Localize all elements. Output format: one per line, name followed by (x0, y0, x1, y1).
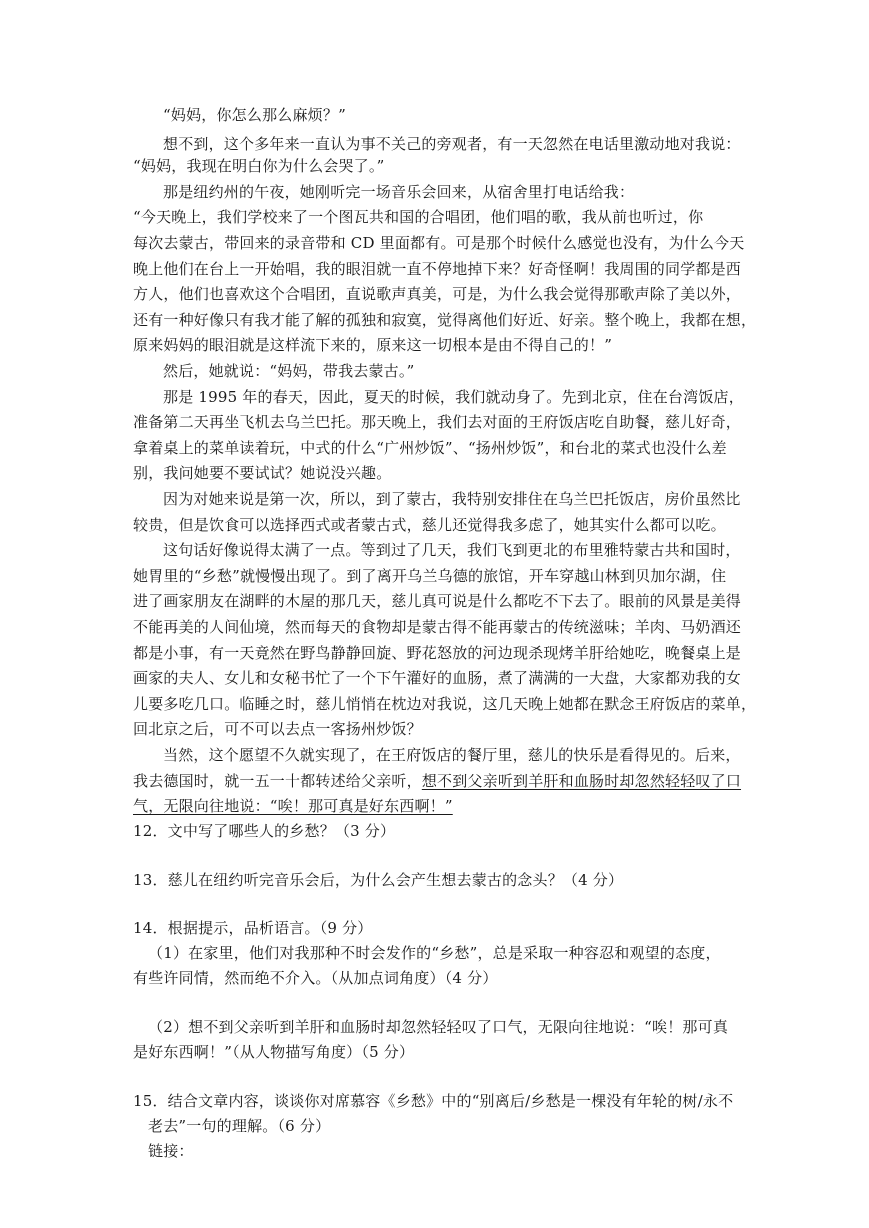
question-14-part-1: （1）在家里，他们对我那种不时会发作的“乡愁”，总是采取一种容忍和观望的态度， (148, 944, 721, 962)
passage-line: 那是 1995 年的春天，因此，夏天的时候，我们就动身了。先到北京，住在台湾饭店， (163, 388, 744, 406)
passage-line: 回北京之后，可不可以去点一客扬州炒饭？ (133, 720, 422, 738)
passage-line: 准备第二天再坐飞机去乌兰巴托。那天晚上，我们去对面的王府饭店吃自助餐，慈儿好奇， (133, 413, 742, 431)
question-14-part-2-cont: 是好东西啊！”（从人物描写角度）（5 分） (133, 1043, 415, 1061)
passage-text: 我去德国时，就一五一十都转述给父亲听， (133, 772, 422, 790)
passage-line: “今天晚上，我们学校来了一个图瓦共和国的合唱团，他们唱的歌，我从前也听过，你 (133, 208, 704, 226)
question-14: 14．根据提示，品析语言。（9 分） (133, 919, 373, 937)
passage-line: 画家的夫人、女儿和女秘书忙了一个下午灌好的血肠，煮了满满的一大盘，大家都劝我的女 (133, 669, 742, 687)
passage-line: 进了画家朋友在湖畔的木屋的那几天，慈儿真可说是什么都吃不下去了。眼前的风景是美得 (133, 592, 742, 610)
passage-line: 她胃里的“乡愁”就慢慢出现了。到了离开乌兰乌德的旅馆，开车穿越山林到贝加尔湖，住 (133, 567, 727, 585)
passage-line: 原来妈妈的眼泪就是这样流下来的，原来这一切根本是由不得自己的！” (133, 336, 613, 354)
passage-line: 方人，他们也喜欢这个合唱团，直说歌声真美，可是，为什么我会觉得那歌声除了美以外， (133, 285, 742, 303)
question-14-part-2: （2）想不到父亲听到羊肝和血肠时却忽然轻轻叹了口气，无限向往地说：“唉！那可真 (148, 1018, 729, 1036)
question-13: 13．慈儿在纽约听完音乐会后，为什么会产生想去蒙古的念头？（4 分） (133, 871, 624, 889)
passage-line: 每次去蒙古，带回来的录音带和 CD 里面都有。可是那个时候什么感觉也没有，为什么今天 (133, 234, 745, 252)
underlined-sentence: 气，无限向往地说：“唉！那可真是好东西啊！” (133, 797, 453, 815)
passage-line: 想不到，这个多年来一直认为事不关己的旁观者，有一天忽然在电话里激动地对我说： (163, 135, 741, 153)
passage-line: 这句话好像说得太满了一点。等到过了几天，我们飞到更北的布里雅特蒙古共和国时， (163, 541, 741, 559)
passage-line: 因为对她来说是第一次，所以，到了蒙古，我特别安排住在乌兰巴托饭店，房价虽然比 (163, 490, 741, 508)
link-label: 链接： (148, 1142, 194, 1160)
passage-line: 都是小事，有一天竟然在野鸟静静回旋、野花怒放的河边现杀现烤羊肝给她吃，晚餐桌上是 (133, 644, 742, 662)
passage-line: 当然，这个愿望不久就实现了，在王府饭店的餐厅里，慈儿的快乐是看得见的。后来， (163, 746, 741, 764)
passage-line: 儿要多吃几口。临睡之时，慈儿悄悄在枕边对我说，这几天晚上她都在默念王府饭店的菜单， (133, 695, 757, 713)
passage-line: “妈妈，我现在明白你为什么会哭了。” (133, 157, 385, 175)
passage-line: “妈妈，你怎么那么麻烦？” (163, 106, 346, 124)
passage-line: 别，我问她要不要试试？她说没兴趣。 (133, 464, 392, 482)
underlined-sentence: 想不到父亲听到羊肝和血肠时却忽然轻轻叹了口 (421, 772, 742, 790)
passage-line: 拿着桌上的菜单读着玩，中式的什么“广州炒饭”、“扬州炒饭”，和台北的菜式也没什么差 (133, 439, 727, 457)
passage-line: 那是纽约州的午夜，她刚听完一场音乐会回来，从宿舍里打电话给我： (163, 183, 635, 201)
passage-line (133, 770, 741, 792)
question-15-cont: 老去”一句的理解。（6 分） (148, 1117, 331, 1135)
passage-line: 还有一种好像只有我才能了解的孤独和寂寞，觉得离他们好近、好亲。整个晚上，我都在想， (133, 311, 757, 329)
question-14-part-1-cont: 有些许同情，然而绝不介入。（从加点词角度）（4 分） (133, 969, 498, 987)
question-15: 15．结合文章内容，谈谈你对席慕容《乡愁》中的“别离后/乡愁是一棵没有年轮的树/永不 (133, 1092, 734, 1110)
passage-line: 然后，她就说：“妈妈，带我去蒙古。” (163, 362, 415, 380)
question-12: 12．文中写了哪些人的乡愁？（3 分） (133, 822, 396, 840)
passage-line: 较贵，但是饮食可以选择西式或者蒙古式，慈儿还觉得我多虑了，她其实什么都可以吃。 (133, 516, 726, 534)
passage-line: 晚上他们在台上一开始唱，我的眼泪就一直不停地掉下来？好奇怪啊！我周围的同学都是西 (133, 260, 742, 278)
passage-line: 不能再美的人间仙境，然而每天的食物却是蒙古得不能再蒙古的传统滋味；羊肉、马奶酒还 (133, 618, 742, 636)
